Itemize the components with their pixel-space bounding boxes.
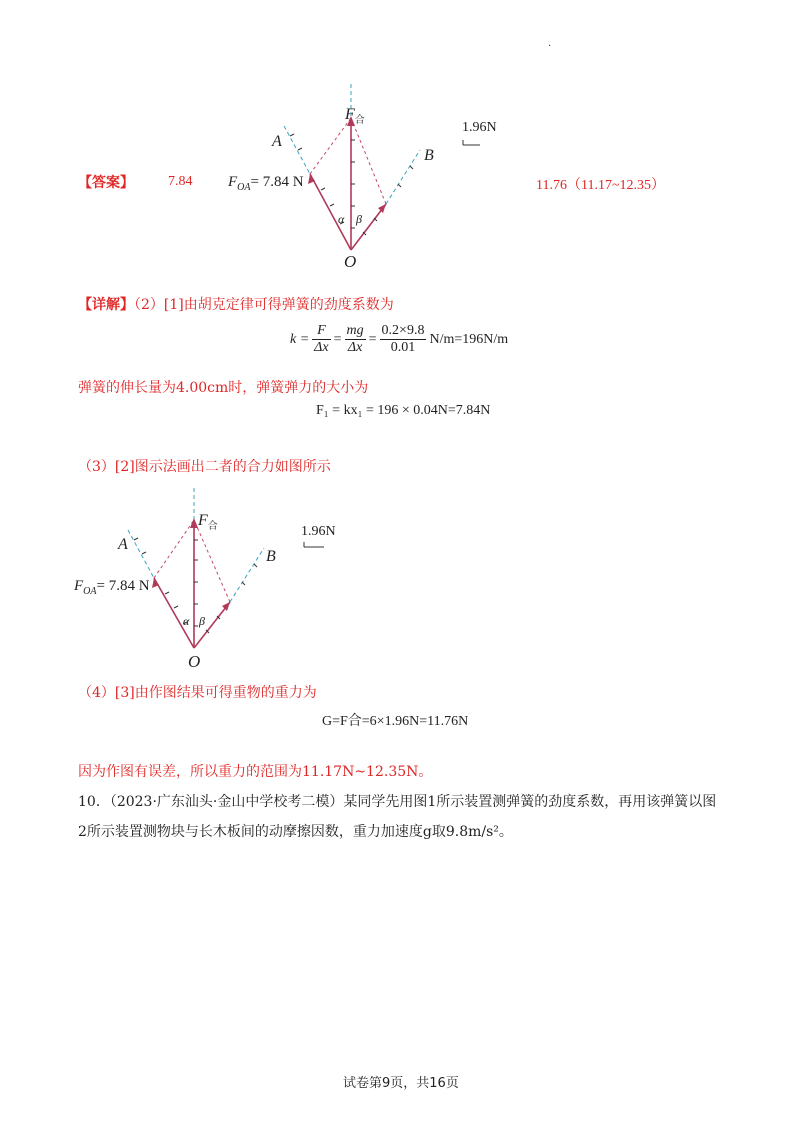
label-b-2: B (266, 548, 276, 565)
explain-note: 因为作图有误差，所以重力的范围为11.17N~12.35N。 (78, 764, 433, 780)
answer-tag: 【答案】 (78, 175, 134, 191)
label-o-2: O (188, 652, 201, 671)
question-10-line-2: 2所示装置测物块与长木板间的动摩擦因数，重力加速度g取9.8m/s²。 (78, 824, 513, 840)
label-beta-2: β (199, 614, 205, 628)
scale-label-1: 1.96N (462, 120, 497, 135)
force-diagram-2 (72, 482, 342, 672)
question-10-line-1: 10．（2023·广东汕头·金山中学校考二模）某同学先用图1所示装置测弹簧的劲度系数，再用该弹簧以图 (78, 794, 717, 810)
diagram-lines-2 (128, 488, 324, 648)
label-a-1: A (272, 133, 282, 150)
label-b-1: B (424, 147, 434, 164)
page-footer: 试卷第9页，共16页 (343, 1076, 459, 1091)
answer-blank-2: 11.76（11.17~12.35） (536, 178, 666, 193)
explain-step2: 【详解】（2）[1]由胡克定律可得弹簧的劲度系数为 (78, 297, 394, 313)
equation-gravity: G=F合=6×1.96N=11.76N (322, 714, 469, 729)
label-alpha-2: α (183, 614, 190, 628)
explain-step3: （3）[2]图示法画出二者的合力如图所示 (78, 459, 331, 475)
equation-hooke: k = $\frac{F}{\Delta x}$ = $\frac{mg}{\Delta x}$ = $\frac{0.2\times 9.8}{0.01}$ N/m=196N/m (290, 323, 509, 355)
label-o-1: O (344, 252, 357, 271)
label-foa-1: $F_{OA}= 7.84$ N (228, 174, 304, 193)
label-a-2: A (118, 536, 128, 553)
answer-blank-1: 7.84 (168, 174, 193, 189)
equation-force: F₁ = kx₁ = 196 × 0.04N=7.84N (316, 403, 491, 418)
label-f-resultant-2: $F_合$ (198, 512, 218, 533)
label-f-resultant-1: $F_合$ (345, 106, 365, 127)
explain-line2: 弹簧的伸长量为4.00cm时，弹簧弹力的大小为 (78, 380, 369, 396)
scale-label-2: 1.96N (301, 524, 336, 539)
label-alpha-1: α (338, 212, 345, 226)
label-foa-2: $F_{OA}= 7.84$ N (74, 578, 150, 597)
explain-step4: （4）[3]由作图结果可得重物的重力为 (78, 685, 317, 701)
label-beta-1: β (356, 212, 362, 226)
diagram-lines (284, 84, 480, 250)
top-mark: . (548, 38, 552, 49)
